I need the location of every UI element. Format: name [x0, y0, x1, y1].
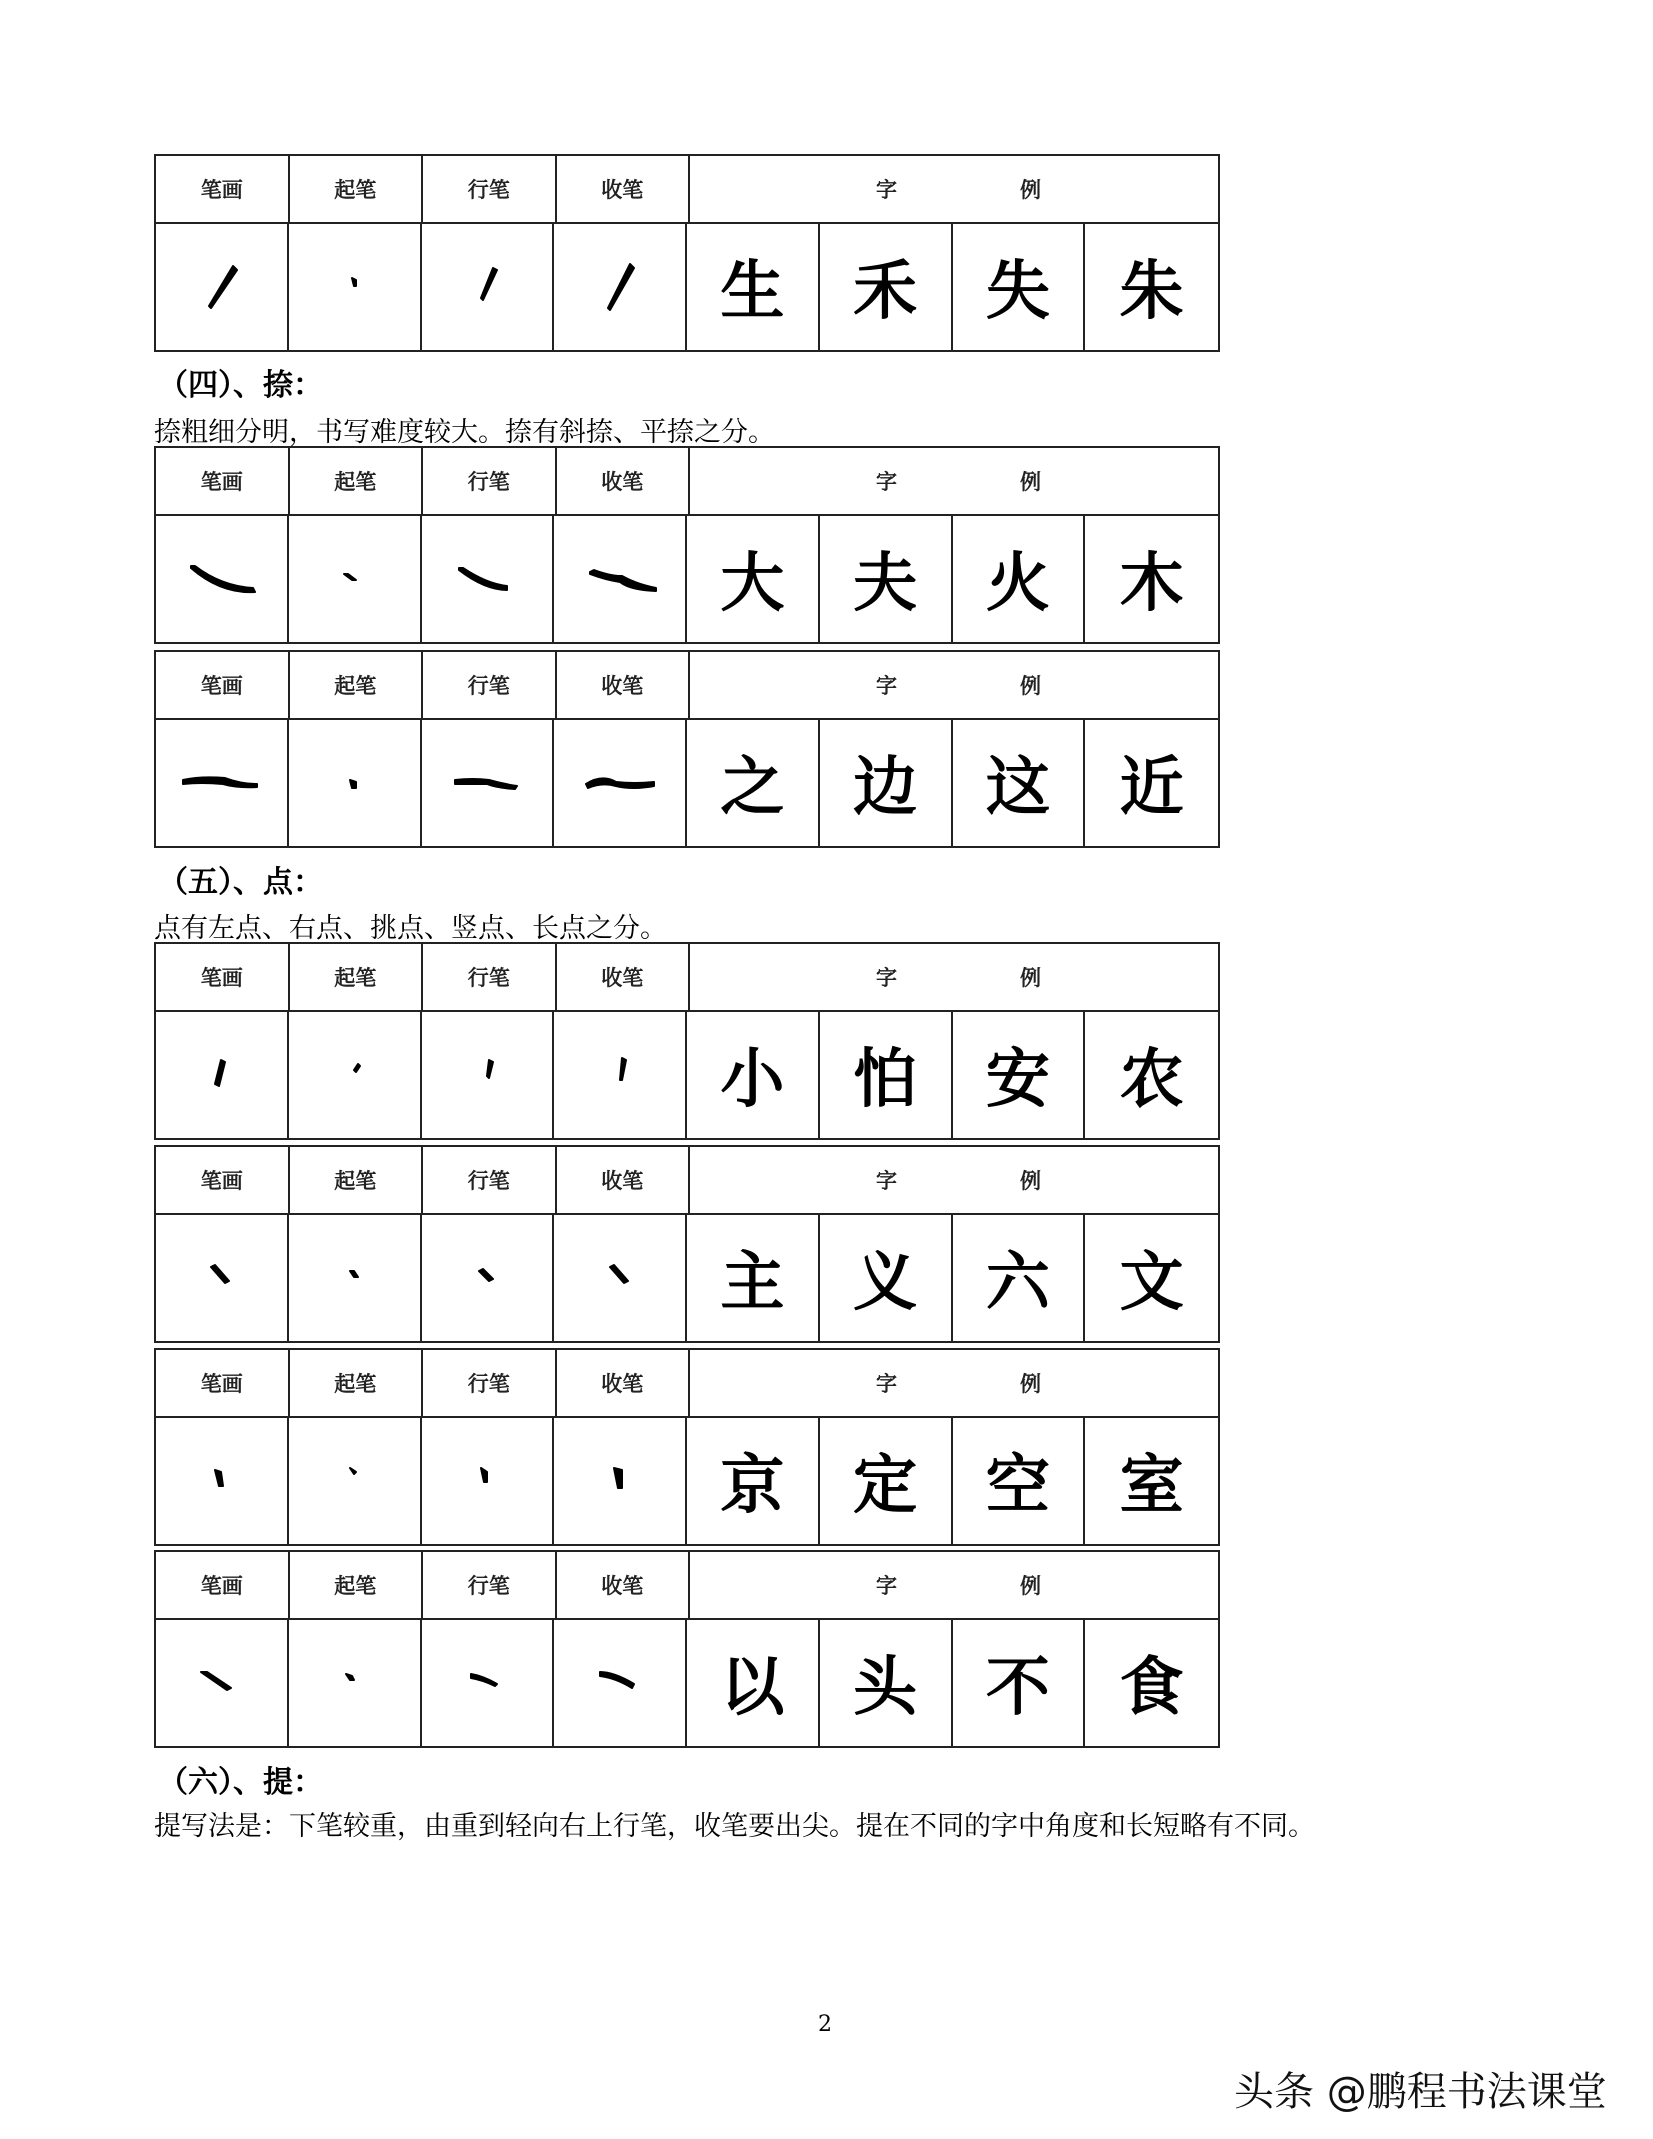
example-character: 木 [1119, 547, 1184, 621]
table-header [156, 652, 1218, 720]
stroke-table [154, 154, 1220, 352]
example-character: 小 [720, 1043, 785, 1117]
stroke-cell [422, 1213, 555, 1341]
example-character: 京 [720, 1449, 785, 1523]
pie-start-stroke-icon [304, 236, 404, 336]
leftdot-full-stroke-icon [171, 1024, 271, 1124]
table-header [156, 1552, 1218, 1620]
header-example-2: 例 [1020, 178, 1041, 202]
table-header [156, 448, 1218, 516]
flatna-end-stroke-icon [570, 732, 670, 832]
table-row [156, 1213, 1218, 1341]
vdot-full-stroke-icon [171, 1430, 271, 1530]
stroke-cell [156, 1416, 289, 1544]
watermark: 头条 @鹏程书法课堂 [1234, 2069, 1607, 2115]
stroke-cell [156, 1010, 289, 1138]
example-cell [687, 222, 820, 350]
stroke-cell [289, 1416, 422, 1544]
header-stroke: 笔画 [156, 1350, 290, 1416]
stroke-cell [554, 514, 687, 642]
example-cell [820, 514, 953, 642]
example-character: 这 [985, 751, 1050, 825]
example-cell [687, 1213, 820, 1341]
stroke-cell [289, 1618, 422, 1746]
header-start: 起笔 [290, 944, 424, 1010]
example-character: 边 [853, 751, 918, 825]
stroke-cell [554, 1010, 687, 1138]
leftdot-end-stroke-icon [570, 1024, 670, 1124]
vdot-end-stroke-icon [570, 1430, 670, 1530]
table-header [156, 1147, 1218, 1215]
table-row [156, 1618, 1218, 1746]
rightdot-start-stroke-icon [304, 1227, 404, 1327]
header-move: 行笔 [423, 156, 557, 222]
vdot-start-stroke-icon [304, 1430, 404, 1530]
header-examples [690, 1147, 1218, 1213]
stroke-table [154, 1550, 1220, 1748]
example-character: 安 [985, 1043, 1050, 1117]
example-character: 头 [853, 1651, 918, 1725]
table-row [156, 514, 1218, 642]
na-end-stroke-icon [570, 528, 670, 628]
header-examples [690, 156, 1218, 222]
section-heading-na: （四）、捺： [158, 368, 323, 403]
header-move: 行笔 [423, 448, 557, 514]
header-start: 起笔 [290, 652, 424, 718]
header-examples [690, 652, 1218, 718]
header-example-2: 例 [1020, 674, 1041, 698]
example-cell [953, 1010, 1086, 1138]
example-cell [820, 1010, 953, 1138]
header-example-1: 字 [876, 1169, 897, 1193]
pie-full-stroke-icon [171, 236, 271, 336]
page-number: 2 [818, 2012, 832, 2037]
section-heading-ti: （六）、提： [158, 1765, 323, 1800]
longdot-full-stroke-icon [171, 1632, 271, 1732]
header-examples [690, 1350, 1218, 1416]
example-cell [953, 718, 1086, 846]
rightdot-end-stroke-icon [570, 1227, 670, 1327]
header-stroke: 笔画 [156, 448, 290, 514]
stroke-cell [554, 222, 687, 350]
header-move: 行笔 [423, 1552, 557, 1618]
example-character: 禾 [853, 255, 918, 329]
header-example-1: 字 [876, 1574, 897, 1598]
header-end: 收笔 [557, 448, 691, 514]
example-character: 怕 [853, 1043, 918, 1117]
na-start-stroke-icon [304, 528, 404, 628]
header-example-2: 例 [1020, 1169, 1041, 1193]
header-example-1: 字 [876, 470, 897, 494]
example-cell [953, 1213, 1086, 1341]
header-example-2: 例 [1020, 1574, 1041, 1598]
leftdot-move-stroke-icon [437, 1024, 537, 1124]
longdot-end-stroke-icon [570, 1632, 670, 1732]
na-move-stroke-icon [437, 528, 537, 628]
example-cell [1085, 222, 1218, 350]
example-cell [1085, 718, 1218, 846]
header-start: 起笔 [290, 156, 424, 222]
stroke-cell [156, 718, 289, 846]
example-cell [820, 1213, 953, 1341]
header-example-1: 字 [876, 178, 897, 202]
header-move: 行笔 [423, 1350, 557, 1416]
flatna-start-stroke-icon [304, 732, 404, 832]
stroke-cell [422, 222, 555, 350]
example-character: 农 [1119, 1043, 1184, 1117]
example-character: 近 [1119, 751, 1184, 825]
na-full-stroke-icon [171, 528, 271, 628]
example-cell [1085, 1618, 1218, 1746]
example-character: 之 [720, 751, 785, 825]
example-cell [820, 1416, 953, 1544]
stroke-cell [156, 514, 289, 642]
header-end: 收笔 [557, 156, 691, 222]
example-cell [820, 1618, 953, 1746]
header-move: 行笔 [423, 652, 557, 718]
header-example-2: 例 [1020, 966, 1041, 990]
header-start: 起笔 [290, 1552, 424, 1618]
stroke-cell [289, 718, 422, 846]
section-text-dot: 点有左点、右点、挑点、竖点、长点之分。 [154, 913, 667, 944]
table-header [156, 156, 1218, 224]
stroke-cell [554, 1618, 687, 1746]
example-cell [820, 718, 953, 846]
example-character: 大 [720, 547, 785, 621]
header-stroke: 笔画 [156, 1552, 290, 1618]
example-cell [953, 222, 1086, 350]
example-character: 空 [985, 1449, 1050, 1523]
stroke-cell [422, 1416, 555, 1544]
example-cell [687, 718, 820, 846]
section-text-na: 捺粗细分明，书写难度较大。捺有斜捺、平捺之分。 [154, 417, 775, 448]
table-header [156, 944, 1218, 1012]
example-character: 文 [1119, 1246, 1184, 1320]
header-examples [690, 448, 1218, 514]
example-cell [820, 222, 953, 350]
rightdot-move-stroke-icon [437, 1227, 537, 1327]
header-move: 行笔 [423, 944, 557, 1010]
header-example-1: 字 [876, 674, 897, 698]
header-example-1: 字 [876, 1372, 897, 1396]
stroke-table [154, 1145, 1220, 1343]
stroke-cell [554, 718, 687, 846]
header-start: 起笔 [290, 1350, 424, 1416]
example-character: 主 [720, 1246, 785, 1320]
example-cell [953, 1618, 1086, 1746]
example-cell [1085, 514, 1218, 642]
table-row [156, 1416, 1218, 1544]
example-cell [687, 1010, 820, 1138]
stroke-cell [156, 1213, 289, 1341]
stroke-cell [289, 1213, 422, 1341]
example-character: 六 [985, 1246, 1050, 1320]
stroke-cell [289, 514, 422, 642]
vdot-move-stroke-icon [437, 1430, 537, 1530]
stroke-cell [422, 1010, 555, 1138]
example-cell [687, 514, 820, 642]
section-text-ti: 提写法是：下笔较重，由重到轻向右上行笔，收笔要出尖。提在不同的字中角度和长短略有不同。 [154, 1811, 1315, 1842]
example-character: 义 [853, 1246, 918, 1320]
example-cell [953, 514, 1086, 642]
table-row [156, 1010, 1218, 1138]
header-end: 收笔 [557, 1147, 691, 1213]
table-row [156, 718, 1218, 846]
pie-end-stroke-icon [570, 236, 670, 336]
stroke-cell [289, 1010, 422, 1138]
example-cell [1085, 1213, 1218, 1341]
stroke-cell [422, 1618, 555, 1746]
header-stroke: 笔画 [156, 1147, 290, 1213]
header-end: 收笔 [557, 1350, 691, 1416]
table-row [156, 222, 1218, 350]
stroke-cell [422, 514, 555, 642]
flatna-move-stroke-icon [437, 732, 537, 832]
stroke-cell [289, 222, 422, 350]
stroke-cell [554, 1416, 687, 1544]
pie-move-stroke-icon [437, 236, 537, 336]
longdot-start-stroke-icon [304, 1632, 404, 1732]
example-character: 夫 [853, 547, 918, 621]
leftdot-start-stroke-icon [304, 1024, 404, 1124]
header-end: 收笔 [557, 1552, 691, 1618]
stroke-cell [554, 1213, 687, 1341]
example-character: 定 [853, 1449, 918, 1523]
example-character: 生 [720, 255, 785, 329]
example-character: 食 [1119, 1651, 1184, 1725]
stroke-cell [422, 718, 555, 846]
header-start: 起笔 [290, 1147, 424, 1213]
header-examples [690, 944, 1218, 1010]
example-cell [687, 1618, 820, 1746]
longdot-move-stroke-icon [437, 1632, 537, 1732]
header-start: 起笔 [290, 448, 424, 514]
example-cell [1085, 1416, 1218, 1544]
example-cell [687, 1416, 820, 1544]
example-cell [953, 1416, 1086, 1544]
header-example-1: 字 [876, 966, 897, 990]
header-stroke: 笔画 [156, 156, 290, 222]
example-character: 火 [985, 547, 1050, 621]
stroke-cell [156, 1618, 289, 1746]
header-end: 收笔 [557, 944, 691, 1010]
header-end: 收笔 [557, 652, 691, 718]
example-character: 室 [1119, 1449, 1184, 1523]
example-cell [1085, 1010, 1218, 1138]
stroke-table [154, 650, 1220, 848]
section-heading-dot: （五）、点： [158, 865, 323, 900]
stroke-table [154, 942, 1220, 1140]
header-stroke: 笔画 [156, 944, 290, 1010]
stroke-cell [156, 222, 289, 350]
example-character: 以 [720, 1651, 785, 1725]
header-stroke: 笔画 [156, 652, 290, 718]
header-example-2: 例 [1020, 470, 1041, 494]
flatna-full-stroke-icon [171, 732, 271, 832]
header-examples [690, 1552, 1218, 1618]
example-character: 朱 [1119, 255, 1184, 329]
rightdot-full-stroke-icon [171, 1227, 271, 1327]
example-character: 不 [985, 1651, 1050, 1725]
stroke-table [154, 1348, 1220, 1546]
example-character: 失 [985, 255, 1050, 329]
header-move: 行笔 [423, 1147, 557, 1213]
stroke-table [154, 446, 1220, 644]
table-header [156, 1350, 1218, 1418]
header-example-2: 例 [1020, 1372, 1041, 1396]
